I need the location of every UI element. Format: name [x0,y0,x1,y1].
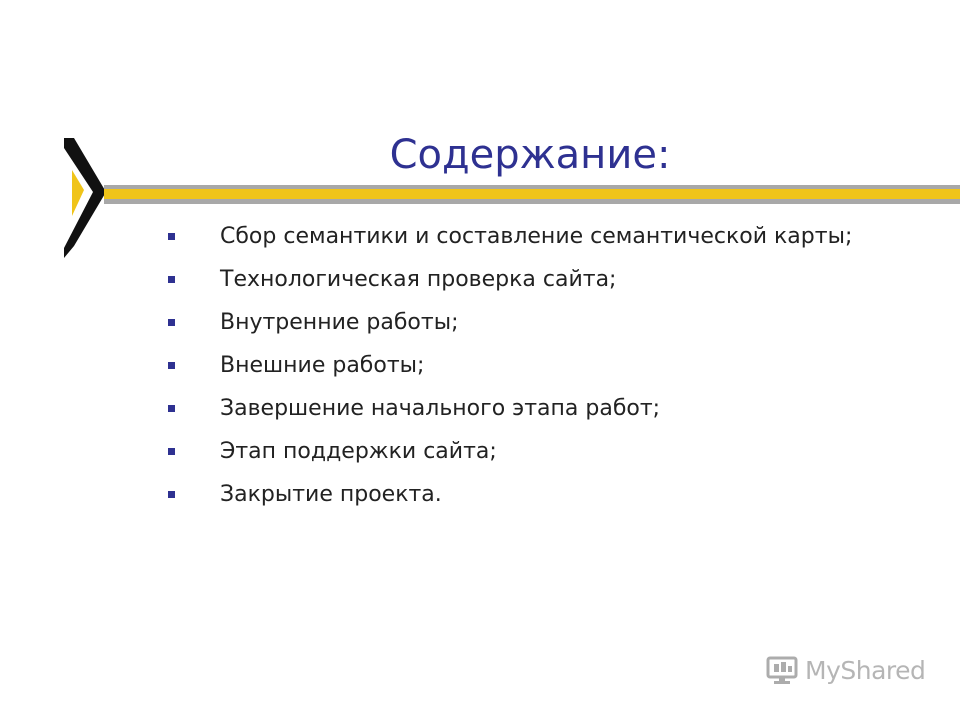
list-item [160,258,852,301]
list-item-text: Закрытие проекта. [220,482,442,507]
chevron-yellow-shape [72,170,84,216]
bullet-square-icon [168,491,175,498]
list-item [160,387,852,430]
bullet-square-icon [168,319,175,326]
bullet-square-icon [168,405,175,412]
rule-yellow [104,189,960,199]
list-item-text: Внешние работы; [220,353,425,378]
list-item-text: Внутренние работы; [220,310,459,335]
bullet-square-icon [168,276,175,283]
bullet-square-icon [168,362,175,369]
list-item [160,215,852,258]
list-item [160,344,852,387]
list-item-text: Этап поддержки сайта; [220,439,497,464]
watermark-text: MyShared [805,655,926,685]
list-item [160,473,852,516]
list-item [160,301,852,344]
chevron-black-shape [64,138,106,258]
list-item-text: Сбор семантики и составление семантической карты; [220,224,853,249]
rule-top-gray [104,185,960,189]
content-list [160,215,852,516]
bullet-square-icon [168,448,175,455]
mysharred-logo-icon [766,655,800,685]
list-item-text: Технологическая проверка сайта; [220,267,617,292]
slide-title: Содержание: [389,132,671,178]
mysharred-watermark[interactable] [766,655,925,685]
list-item-text: Завершение начального этапа работ; [220,396,661,421]
rule-bottom-gray [104,199,960,204]
bullet-square-icon [168,233,175,240]
list-item [160,430,852,473]
